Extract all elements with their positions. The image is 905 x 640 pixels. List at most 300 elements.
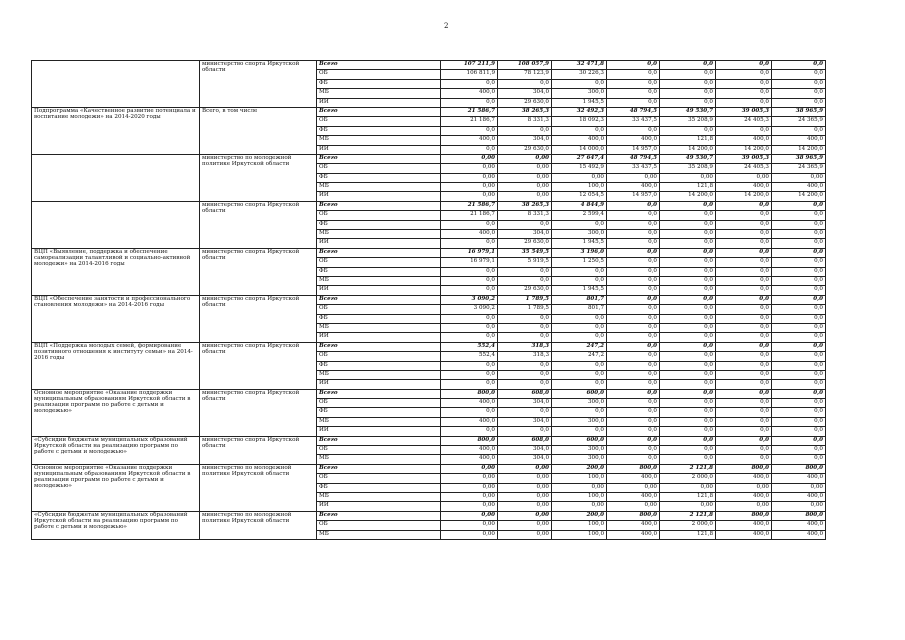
amount-cell: 0,0 (660, 352, 716, 361)
amount-cell: 400,0 (607, 521, 660, 530)
amount-cell: 400,0 (552, 136, 607, 145)
amount-cell: 0,0 (607, 342, 660, 351)
amount-cell: 300,0 (552, 455, 607, 464)
amount-cell: 0,00 (772, 502, 826, 511)
funding-source: ИИ (317, 333, 441, 342)
amount-cell: 0,00 (441, 154, 498, 163)
amount-cell: 0,0 (552, 370, 607, 379)
funding-source: МБ (317, 455, 441, 464)
amount-cell: 0,0 (498, 323, 552, 332)
amount-cell: 0,0 (441, 361, 498, 370)
funding-source: ФБ (317, 267, 441, 276)
funding-source: ФБ (317, 220, 441, 229)
amount-cell: 0,0 (716, 305, 772, 314)
amount-cell: 0,0 (552, 126, 607, 135)
amount-cell: 49 530,7 (660, 107, 716, 116)
amount-cell: 0,0 (660, 295, 716, 304)
amount-cell: 0,0 (772, 276, 826, 285)
amount-cell: 0,0 (607, 286, 660, 295)
amount-cell: 0,0 (441, 380, 498, 389)
amount-cell: 0,0 (607, 98, 660, 107)
amount-cell: 400,0 (716, 183, 772, 192)
amount-cell: 38 965,9 (772, 154, 826, 163)
amount-cell: 32 492,3 (552, 107, 607, 116)
funding-source: Всего (317, 248, 441, 257)
funding-source: Всего (317, 464, 441, 473)
amount-cell: 0,00 (441, 483, 498, 492)
amount-cell: 0,0 (607, 89, 660, 98)
amount-cell: 0,0 (607, 427, 660, 436)
amount-cell: 0,0 (498, 276, 552, 285)
funding-source: ОБ (317, 352, 441, 361)
amount-cell: 0,00 (772, 483, 826, 492)
amount-cell: 8 331,3 (498, 211, 552, 220)
amount-cell: 0,0 (772, 399, 826, 408)
amount-cell: 0,00 (441, 521, 498, 530)
funding-source: ОБ (317, 474, 441, 483)
amount-cell: 400,0 (607, 530, 660, 539)
amount-cell: 0,0 (607, 455, 660, 464)
amount-cell: 0,0 (607, 436, 660, 445)
amount-cell: 0,0 (772, 267, 826, 276)
amount-cell: 0,0 (607, 333, 660, 342)
amount-cell: 0,0 (607, 380, 660, 389)
amount-cell: 121,8 (660, 492, 716, 501)
amount-cell: 0,0 (552, 408, 607, 417)
amount-cell: 0,0 (552, 361, 607, 370)
executor: министерство спорта Иркутской области (200, 342, 317, 389)
amount-cell: 33 437,5 (607, 164, 660, 173)
amount-cell: 0,0 (607, 258, 660, 267)
amount-cell: 16 979,1 (441, 248, 498, 257)
executor: министерство спорта Иркутской области (200, 436, 317, 464)
amount-cell: 304,0 (498, 417, 552, 426)
amount-cell: 0,00 (441, 464, 498, 473)
amount-cell: 5 919,5 (498, 258, 552, 267)
amount-cell: 1 789,5 (498, 295, 552, 304)
amount-cell: 0,0 (552, 314, 607, 323)
amount-cell: 0,0 (772, 370, 826, 379)
table-row (32, 436, 826, 445)
amount-cell: 0,0 (772, 295, 826, 304)
amount-cell: 0,0 (716, 333, 772, 342)
amount-cell: 0,0 (607, 276, 660, 285)
amount-cell: 29 630,0 (498, 286, 552, 295)
amount-cell: 0,0 (441, 79, 498, 88)
amount-cell: 400,0 (772, 136, 826, 145)
amount-cell: 35 549,5 (498, 248, 552, 257)
funding-source: Всего (317, 201, 441, 210)
amount-cell: 0,0 (607, 370, 660, 379)
funding-source: ФБ (317, 126, 441, 135)
amount-cell: 0,0 (441, 370, 498, 379)
amount-cell: 300,0 (552, 446, 607, 455)
amount-cell: 0,0 (607, 323, 660, 332)
amount-cell: 0,0 (716, 239, 772, 248)
measure-name: Основное мероприятие «Оказание поддержки муниципальным образованиям Иркутской области в реализации программ по работе с детьми и молодежью» (32, 389, 200, 436)
amount-cell: 0,0 (607, 417, 660, 426)
amount-cell: 0,0 (772, 427, 826, 436)
amount-cell: 800,0 (772, 464, 826, 473)
amount-cell: 0,0 (660, 79, 716, 88)
executor: министерство спорта Иркутской области (200, 61, 317, 108)
amount-cell: 39 005,3 (716, 154, 772, 163)
amount-cell: 14 200,0 (660, 192, 716, 201)
amount-cell: 0,0 (716, 380, 772, 389)
amount-cell: 0,0 (607, 79, 660, 88)
amount-cell: 247,2 (552, 342, 607, 351)
amount-cell: 0,0 (498, 408, 552, 417)
amount-cell: 0,00 (441, 502, 498, 511)
amount-cell: 400,0 (716, 521, 772, 530)
amount-cell: 0,0 (660, 230, 716, 239)
amount-cell: 0,0 (441, 98, 498, 107)
amount-cell: 0,0 (716, 408, 772, 417)
amount-cell: 0,0 (441, 220, 498, 229)
amount-cell: 400,0 (772, 530, 826, 539)
amount-cell: 0,0 (607, 295, 660, 304)
amount-cell: 0,0 (441, 408, 498, 417)
amount-cell: 0,0 (716, 361, 772, 370)
amount-cell: 35 208,9 (660, 117, 716, 126)
amount-cell: 0,0 (716, 370, 772, 379)
amount-cell: 0,0 (441, 323, 498, 332)
amount-cell: 48 794,5 (607, 154, 660, 163)
amount-cell: 0,0 (607, 399, 660, 408)
amount-cell: 0,0 (552, 427, 607, 436)
amount-cell: 38 265,3 (498, 201, 552, 210)
amount-cell: 0,0 (552, 267, 607, 276)
funding-source: ИИ (317, 98, 441, 107)
amount-cell: 400,0 (772, 183, 826, 192)
amount-cell: 12 054,5 (552, 192, 607, 201)
amount-cell: 0,00 (660, 502, 716, 511)
amount-cell: 0,0 (716, 89, 772, 98)
amount-cell: 0,0 (441, 314, 498, 323)
amount-cell: 0,0 (441, 276, 498, 285)
amount-cell: 0,00 (607, 483, 660, 492)
amount-cell: 48 794,5 (607, 107, 660, 116)
amount-cell: 0,00 (441, 530, 498, 539)
amount-cell: 1 945,5 (552, 239, 607, 248)
amount-cell: 0,0 (716, 446, 772, 455)
amount-cell: 35 208,9 (660, 164, 716, 173)
amount-cell: 400,0 (441, 136, 498, 145)
measure-name: ВЦП «Поддержка молодых семей, формирование позитивного отношения к институту семьи» на 2014-2016 годы (32, 342, 200, 389)
amount-cell: 247,2 (552, 352, 607, 361)
amount-cell: 0,0 (716, 352, 772, 361)
executor: министерство спорта Иркутской области (200, 201, 317, 248)
amount-cell: 0,0 (660, 286, 716, 295)
amount-cell: 0,0 (660, 399, 716, 408)
funding-source: ФБ (317, 361, 441, 370)
amount-cell: 100,0 (552, 521, 607, 530)
funding-source: ФБ (317, 483, 441, 492)
amount-cell: 0,0 (660, 305, 716, 314)
amount-cell: 608,0 (498, 389, 552, 398)
amount-cell: 400,0 (441, 417, 498, 426)
funding-source: Всего (317, 436, 441, 445)
amount-cell: 300,0 (552, 89, 607, 98)
funding-source: ИИ (317, 380, 441, 389)
amount-cell: 400,0 (607, 492, 660, 501)
amount-cell: 0,0 (607, 201, 660, 210)
amount-cell: 0,00 (441, 492, 498, 501)
amount-cell: 0,0 (716, 201, 772, 210)
amount-cell: 14 957,0 (607, 145, 660, 154)
amount-cell: 14 200,0 (772, 145, 826, 154)
funding-source: ОБ (317, 258, 441, 267)
funding-source: ОБ (317, 399, 441, 408)
amount-cell: 1 250,5 (552, 258, 607, 267)
amount-cell: 14 000,0 (552, 145, 607, 154)
amount-cell: 0,0 (716, 276, 772, 285)
amount-cell: 0,0 (772, 230, 826, 239)
amount-cell: 0,0 (660, 342, 716, 351)
amount-cell: 0,0 (772, 436, 826, 445)
funding-source: МБ (317, 183, 441, 192)
amount-cell: 0,0 (498, 126, 552, 135)
amount-cell: 0,00 (498, 164, 552, 173)
amount-cell: 552,4 (441, 352, 498, 361)
funding-source: МБ (317, 530, 441, 539)
amount-cell: 121,8 (660, 530, 716, 539)
amount-cell: 0,0 (660, 455, 716, 464)
table-row (32, 342, 826, 351)
amount-cell: 0,0 (660, 239, 716, 248)
amount-cell: 0,0 (772, 361, 826, 370)
amount-cell: 24 405,3 (716, 164, 772, 173)
amount-cell: 0,00 (716, 483, 772, 492)
amount-cell: 0,0 (660, 98, 716, 107)
funding-source: ИИ (317, 502, 441, 511)
amount-cell: 0,0 (660, 389, 716, 398)
amount-cell: 0,0 (441, 427, 498, 436)
amount-cell: 0,0 (660, 417, 716, 426)
amount-cell: 0,00 (552, 502, 607, 511)
amount-cell: 0,00 (716, 173, 772, 182)
amount-cell: 0,00 (441, 192, 498, 201)
amount-cell: 0,00 (498, 483, 552, 492)
amount-cell: 15 492,9 (552, 164, 607, 173)
amount-cell: 0,0 (498, 267, 552, 276)
amount-cell: 107 211,9 (441, 61, 498, 70)
amount-cell: 0,0 (660, 61, 716, 70)
funding-source: ИИ (317, 192, 441, 201)
amount-cell: 0,0 (772, 333, 826, 342)
amount-cell: 0,0 (660, 361, 716, 370)
funding-source: Всего (317, 107, 441, 116)
executor: министерство по молодежной политике Иркутской области (200, 511, 317, 539)
amount-cell: 800,0 (441, 436, 498, 445)
amount-cell: 14 200,0 (772, 192, 826, 201)
amount-cell: 0,0 (772, 201, 826, 210)
amount-cell: 29 630,0 (498, 145, 552, 154)
amount-cell: 400,0 (441, 89, 498, 98)
amount-cell: 21 186,7 (441, 211, 498, 220)
funding-source: ИИ (317, 427, 441, 436)
page-number: 2 (444, 22, 449, 30)
amount-cell: 0,0 (607, 239, 660, 248)
funding-source: МБ (317, 370, 441, 379)
amount-cell: 0,0 (716, 220, 772, 229)
amount-cell: 14 200,0 (660, 145, 716, 154)
amount-cell: 400,0 (441, 455, 498, 464)
amount-cell: 16 979,1 (441, 258, 498, 267)
amount-cell: 0,0 (607, 61, 660, 70)
amount-cell: 0,0 (607, 446, 660, 455)
amount-cell: 2 121,8 (660, 464, 716, 473)
amount-cell: 304,0 (498, 446, 552, 455)
amount-cell: 0,00 (498, 521, 552, 530)
amount-cell: 21 186,7 (441, 117, 498, 126)
amount-cell: 0,00 (607, 502, 660, 511)
amount-cell: 0,0 (772, 258, 826, 267)
amount-cell: 0,0 (552, 333, 607, 342)
amount-cell: 0,0 (441, 333, 498, 342)
amount-cell: 0,00 (660, 483, 716, 492)
amount-cell: 24 365,9 (772, 117, 826, 126)
amount-cell: 100,0 (552, 474, 607, 483)
amount-cell: 100,0 (552, 530, 607, 539)
amount-cell: 0,0 (772, 408, 826, 417)
amount-cell: 2 599,4 (552, 211, 607, 220)
table-row (32, 511, 826, 520)
amount-cell: 32 471,8 (552, 61, 607, 70)
amount-cell: 0,0 (660, 211, 716, 220)
amount-cell: 0,0 (660, 70, 716, 79)
amount-cell: 0,0 (607, 352, 660, 361)
amount-cell: 0,0 (660, 220, 716, 229)
amount-cell: 304,0 (498, 136, 552, 145)
amount-cell: 0,00 (498, 511, 552, 520)
amount-cell: 0,00 (498, 474, 552, 483)
table-row (32, 295, 826, 304)
amount-cell: 33 437,5 (607, 117, 660, 126)
amount-cell: 0,0 (660, 333, 716, 342)
amount-cell: 0,0 (552, 380, 607, 389)
funding-source: МБ (317, 230, 441, 239)
amount-cell: 0,0 (498, 220, 552, 229)
amount-cell: 29 630,0 (498, 239, 552, 248)
amount-cell: 0,0 (772, 446, 826, 455)
amount-cell: 0,0 (716, 98, 772, 107)
amount-cell: 0,0 (772, 248, 826, 257)
amount-cell: 0,0 (441, 286, 498, 295)
amount-cell: 0,0 (772, 352, 826, 361)
amount-cell: 0,0 (772, 239, 826, 248)
amount-cell: 0,0 (660, 89, 716, 98)
amount-cell: 0,0 (607, 70, 660, 79)
amount-cell: 0,0 (552, 276, 607, 285)
amount-cell: 0,0 (660, 314, 716, 323)
amount-cell: 0,0 (716, 436, 772, 445)
amount-cell: 0,00 (441, 164, 498, 173)
amount-cell: 0,00 (441, 183, 498, 192)
funding-source: ФБ (317, 408, 441, 417)
amount-cell: 0,0 (441, 267, 498, 276)
amount-cell: 0,0 (607, 305, 660, 314)
amount-cell: 800,0 (716, 464, 772, 473)
amount-cell: 3 196,0 (552, 248, 607, 257)
amount-cell: 1 945,5 (552, 98, 607, 107)
funding-source: МБ (317, 323, 441, 332)
amount-cell: 0,0 (716, 126, 772, 135)
executor: министерство спорта Иркутской области (200, 248, 317, 295)
amount-cell: 0,00 (441, 511, 498, 520)
amount-cell: 0,00 (498, 183, 552, 192)
funding-source: ФБ (317, 314, 441, 323)
executor: министерство по молодежной политике Иркутской области (200, 464, 317, 511)
measure-name: Подпрограмма «Качественное развитие потенциала и воспитание молодежи» на 2014-2020 годы (32, 107, 200, 154)
amount-cell: 801,7 (552, 295, 607, 304)
funding-source: ФБ (317, 79, 441, 88)
amount-cell: 0,0 (607, 314, 660, 323)
amount-cell: 200,0 (552, 511, 607, 520)
amount-cell: 0,0 (660, 408, 716, 417)
amount-cell: 304,0 (498, 455, 552, 464)
amount-cell: 0,0 (716, 211, 772, 220)
amount-cell: 0,0 (772, 323, 826, 332)
amount-cell: 552,4 (441, 342, 498, 351)
funding-source: ОБ (317, 117, 441, 126)
amount-cell: 400,0 (772, 521, 826, 530)
funding-source: ИИ (317, 286, 441, 295)
amount-cell: 0,0 (772, 89, 826, 98)
funding-source: ОБ (317, 211, 441, 220)
amount-cell: 0,0 (772, 126, 826, 135)
amount-cell: 14 200,0 (716, 145, 772, 154)
amount-cell: 24 365,9 (772, 164, 826, 173)
funding-source: Всего (317, 154, 441, 163)
amount-cell: 78 123,9 (498, 70, 552, 79)
funding-source: Всего (317, 342, 441, 351)
amount-cell: 38 265,3 (498, 107, 552, 116)
amount-cell: 300,0 (552, 417, 607, 426)
amount-cell: 0,0 (716, 389, 772, 398)
amount-cell: 0,0 (660, 446, 716, 455)
amount-cell: 800,0 (607, 511, 660, 520)
amount-cell: 0,0 (772, 417, 826, 426)
amount-cell: 0,00 (552, 483, 607, 492)
amount-cell: 400,0 (772, 474, 826, 483)
measure-name: ВЦП «Выявление, поддержка и обеспечение самореализации талантливой и социально-активной молодежи» на 2014-2016 годы (32, 248, 200, 295)
amount-cell: 0,0 (552, 220, 607, 229)
table-row (32, 389, 826, 398)
amount-cell: 106 811,9 (441, 70, 498, 79)
amount-cell: 0,0 (772, 79, 826, 88)
measure-name: «Субсидии бюджетам муниципальных образований Иркутской области на реализацию программ по работе с детьми и молодежью» (32, 436, 200, 464)
amount-cell: 304,0 (498, 89, 552, 98)
amount-cell: 600,0 (552, 436, 607, 445)
amount-cell: 0,00 (716, 502, 772, 511)
amount-cell: 0,00 (607, 173, 660, 182)
amount-cell: 0,0 (660, 380, 716, 389)
executor: министерство спорта Иркутской области (200, 389, 317, 436)
amount-cell: 0,0 (607, 126, 660, 135)
amount-cell: 2 000,0 (660, 474, 716, 483)
amount-cell: 400,0 (441, 446, 498, 455)
amount-cell: 27 647,4 (552, 154, 607, 163)
amount-cell: 400,0 (772, 492, 826, 501)
measure-name (32, 201, 200, 248)
amount-cell: 400,0 (607, 474, 660, 483)
amount-cell: 0,0 (716, 79, 772, 88)
amount-cell: 600,0 (552, 389, 607, 398)
amount-cell: 0,0 (607, 230, 660, 239)
amount-cell: 0,0 (498, 380, 552, 389)
funding-source: Всего (317, 511, 441, 520)
